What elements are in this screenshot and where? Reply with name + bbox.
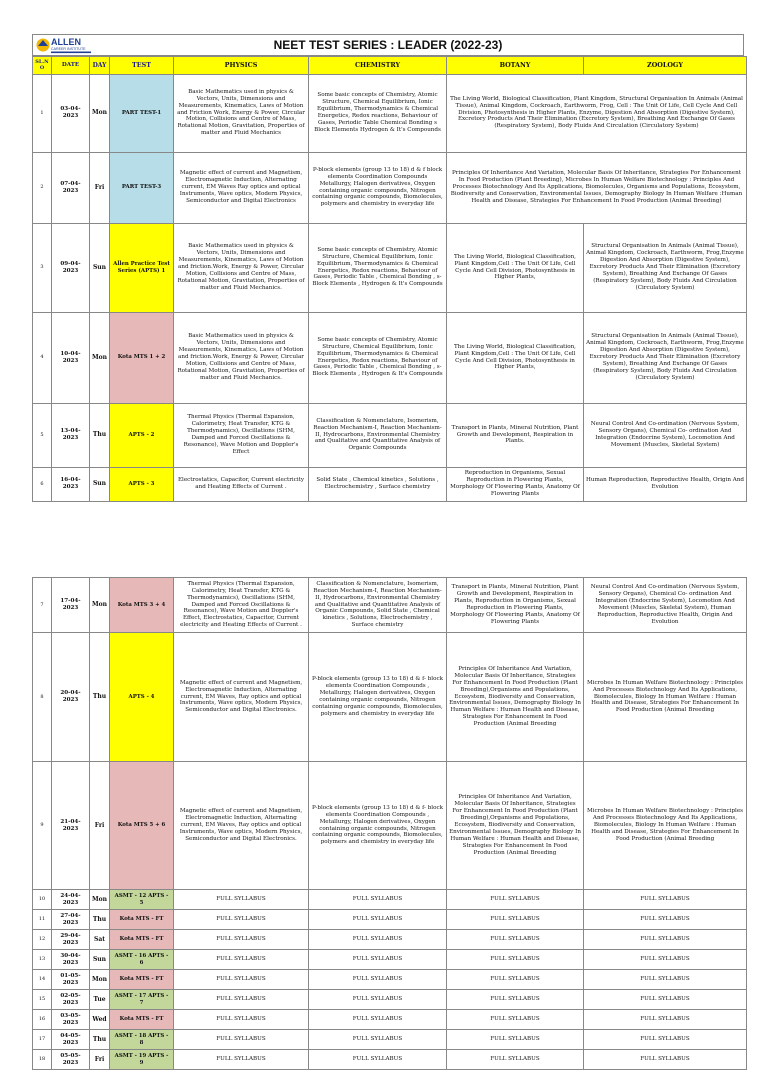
botany-syllabus: FULL SYLLABUS bbox=[447, 890, 584, 910]
serial-number: 13 bbox=[33, 950, 52, 970]
col-botany-header: BOTANY bbox=[447, 57, 584, 75]
test-day: Sun bbox=[90, 223, 110, 312]
test-day: Mon bbox=[90, 970, 110, 990]
table-row bbox=[33, 152, 747, 223]
physics-syllabus: Magnetic effect of current and Magnetism, Electromagnetic Induction, Alternating current, EM Waves, Ray optics and optical Instruments, Wave optics, Modern Physics, Semiconductor and Digital Electronics. bbox=[174, 762, 309, 890]
serial-number: 12 bbox=[33, 930, 52, 950]
test-name: Kota MTS 5 + 6 bbox=[110, 762, 174, 890]
zoology-syllabus: FULL SYLLABUS bbox=[584, 930, 747, 950]
test-date: 10-04-2023 bbox=[52, 312, 90, 403]
test-date: 20-04-2023 bbox=[52, 633, 90, 762]
zoology-syllabus: Neural Control And Co-ordination (Nervous System, Sensory Organs), Chemical Co- ordination And Integration (Endocrine System), Locomotion And Movement (Muscles, Skeletal System) bbox=[584, 403, 747, 467]
test-name: PART TEST-1 bbox=[110, 74, 174, 152]
table-row bbox=[33, 930, 747, 950]
table-row bbox=[33, 467, 747, 501]
test-date: 09-04-2023 bbox=[52, 223, 90, 312]
test-day: Thu bbox=[90, 633, 110, 762]
test-name: ASMT - 17 APTS - 7 bbox=[110, 990, 174, 1010]
test-day: Mon bbox=[90, 890, 110, 910]
physics-syllabus: Magnetic effect of current and Magnetism, Electromagnetic Induction, Alternating current, EM Waves Ray optics and optical Instruments, Wave optics, Modern Physics, Semiconductor and Digital Electronics bbox=[174, 152, 309, 223]
test-date: 02-05-2023 bbox=[52, 990, 90, 1010]
physics-syllabus: Magnetic effect of current and Magnetism, Electromagnetic Induction, Alternating current, EM Waves, Ray optics and optical Instruments, Wave optics, Modern Physics, Semiconductor and Digital Electronics. bbox=[174, 633, 309, 762]
table-row bbox=[33, 1050, 747, 1070]
zoology-syllabus: FULL SYLLABUS bbox=[584, 990, 747, 1010]
biology-syllabus: The Living World, Biological Classification, Plant Kingdom, Structural Organisation In Animals (Animal Tissue), Animal Kingdom, Cockroach, Earthworm, Frog, Cell : The Unit Of Life, Cell Cycle And Cell Division, Photosynthesis in Higher Plants, Enzyme, Digestion And Absorption (Digestive System), Excretory Products And Their Elimination (Excretory System), Breathing And Exchange Of Gases (Respiratory System), Body Fluids And Circulation (Circulatory System) bbox=[447, 74, 747, 152]
zoology-syllabus: FULL SYLLABUS bbox=[584, 970, 747, 990]
serial-number: 18 bbox=[33, 1050, 52, 1070]
table-row bbox=[33, 403, 747, 467]
test-day: Mon bbox=[90, 74, 110, 152]
col-test-header: TEST bbox=[110, 57, 174, 75]
table-row bbox=[33, 970, 747, 990]
zoology-syllabus: FULL SYLLABUS bbox=[584, 890, 747, 910]
physics-syllabus: FULL SYLLABUS bbox=[174, 890, 309, 910]
test-name: ASMT - 12 APTS - 5 bbox=[110, 890, 174, 910]
serial-number: 8 bbox=[33, 633, 52, 762]
test-date: 04-05-2023 bbox=[52, 1030, 90, 1050]
table-row bbox=[33, 1010, 747, 1030]
botany-syllabus: FULL SYLLABUS bbox=[447, 1030, 584, 1050]
zoology-syllabus: Human Reproduction, Reproductive Health, Origin And Evolution bbox=[584, 467, 747, 501]
col-sno-header: SL.N O bbox=[33, 57, 52, 75]
physics-syllabus: FULL SYLLABUS bbox=[174, 950, 309, 970]
test-name: Allen Practice Test Series (APTS) 1 bbox=[110, 223, 174, 312]
schedule-table-1 bbox=[32, 56, 747, 502]
chemistry-syllabus: Classification & Nomenclature, Isomerism, Reaction Mechanism-I, Reaction Mechanism-II, Hydrocarbons, Environmental Chemistry and Qualitative and Quantitative Analysis of Organic Compounds, Solid State , Chemical kinetics , Solutions, Electrochemistry , Surface chemistry bbox=[309, 578, 447, 633]
botany-syllabus: FULL SYLLABUS bbox=[447, 990, 584, 1010]
chemistry-syllabus: FULL SYLLABUS bbox=[309, 890, 447, 910]
botany-syllabus: FULL SYLLABUS bbox=[447, 970, 584, 990]
physics-syllabus: FULL SYLLABUS bbox=[174, 930, 309, 950]
test-day: Fri bbox=[90, 152, 110, 223]
chemistry-syllabus: P-block elements (group 13 to 18) d & f block elements Coordination Compounds Metallurgy, Halogen derivatives, Oxygen containing organic compounds, Nitrogen containing organic compounds, Biomolecules, polymers and chemistry in everyday life bbox=[309, 152, 447, 223]
botany-syllabus: FULL SYLLABUS bbox=[447, 950, 584, 970]
test-name: Kota MTS - FT bbox=[110, 1010, 174, 1030]
table-header-row bbox=[33, 57, 747, 75]
physics-syllabus: Basic Mathematics used in physics & Vectors, Units, Dimensions and Measurements, Kinematics, Laws of Motion and friction.Work, Energy & Power, Circular Motion, Collisions and Centre of Mass, Rotational Motion, Gravitation, Properties of matter and Fluid Mechanics. bbox=[174, 312, 309, 403]
table-row bbox=[33, 1030, 747, 1050]
chemistry-syllabus: FULL SYLLABUS bbox=[309, 1050, 447, 1070]
test-name: ASMT - 16 APTS - 6 bbox=[110, 950, 174, 970]
test-day: Thu bbox=[90, 1030, 110, 1050]
serial-number: 15 bbox=[33, 990, 52, 1010]
test-date: 01-05-2023 bbox=[52, 970, 90, 990]
col-chemistry-header: CHEMISTRY bbox=[309, 57, 447, 75]
logo-subtext: CAREER INSTITUTE bbox=[51, 47, 86, 51]
test-date: 07-04-2023 bbox=[52, 152, 90, 223]
chemistry-syllabus: Some basic concepts of Chemistry, Atomic Structure, Chemical Equilibrium, Ionic Equilibrium, Thermodynamics & Chemical Energetics, Redox reactions, Behaviour of Gases, Periodic Table , Chemical Bonding , s-Block Elements , Hydrogen & It's Compounds bbox=[309, 223, 447, 312]
test-day: Sun bbox=[90, 950, 110, 970]
test-day: Thu bbox=[90, 910, 110, 930]
test-day: Tue bbox=[90, 990, 110, 1010]
chemistry-syllabus: FULL SYLLABUS bbox=[309, 930, 447, 950]
title-bar bbox=[32, 34, 744, 56]
serial-number: 2 bbox=[33, 152, 52, 223]
col-physics-header: PHYSICS bbox=[174, 57, 309, 75]
table-row bbox=[33, 312, 747, 403]
table-row bbox=[33, 578, 747, 633]
logo-text: ALLEN bbox=[51, 37, 81, 47]
serial-number: 7 bbox=[33, 578, 52, 633]
serial-number: 9 bbox=[33, 762, 52, 890]
chemistry-syllabus: FULL SYLLABUS bbox=[309, 970, 447, 990]
serial-number: 1 bbox=[33, 74, 52, 152]
physics-syllabus: Thermal Physics (Thermal Expansion, Calorimetry, Heat Transfer, KTG & Thermodynamics), Oscillations (SHM, Damped and Forced Oscillations & Resonance), Wave Motion and Doppler's Effect bbox=[174, 403, 309, 467]
physics-syllabus: Thermal Physics (Thermal Expansion, Calorimetry, Heat Transfer, KTG & Thermodynamics), Oscillations (SHM, Damped and Forced Oscillations & Resonance), Wave Motion and Doppler's Effect, Electrostatics, Capacitor, Current electricity and Heating Effects of Current . bbox=[174, 578, 309, 633]
physics-syllabus: FULL SYLLABUS bbox=[174, 990, 309, 1010]
test-date: 03-05-2023 bbox=[52, 1010, 90, 1030]
botany-syllabus: FULL SYLLABUS bbox=[447, 1010, 584, 1030]
test-name: ASMT - 19 APTS - 9 bbox=[110, 1050, 174, 1070]
zoology-syllabus: Microbes In Human Welfare Biotechnology : Principles And Processes Biotechnology And Its Applications, Biomolecules, Biology In Human Welfare : Human Health and Disease, Strategies For Enhancement In Food Production (Animal Breeding bbox=[584, 762, 747, 890]
botany-syllabus: FULL SYLLABUS bbox=[447, 930, 584, 950]
botany-syllabus: Reproduction in Organisms, Sexual Reproduction in Flowering Plants, Morphology Of Flowering Plants, Anatomy Of Flowering Plants bbox=[447, 467, 584, 501]
table-row bbox=[33, 910, 747, 930]
physics-syllabus: FULL SYLLABUS bbox=[174, 970, 309, 990]
test-name: Kota MTS 1 + 2 bbox=[110, 312, 174, 403]
test-day: Fri bbox=[90, 762, 110, 890]
table-row bbox=[33, 950, 747, 970]
botany-syllabus: FULL SYLLABUS bbox=[447, 1050, 584, 1070]
botany-syllabus: Principles Of Inheritance And Variation, Molecular Basis Of Inheritance, Strategies For Enhancement In Food Production (Plant Breeding),Organisms and Populations, Ecosystem, Biodiversity and Conservation, Environmental Issues, Demography Biology In Human Welfare : Human Health and Disease, Strategies For Enhancement In Food Production (Animal Breeding bbox=[447, 762, 584, 890]
test-name: Kota MTS - FT bbox=[110, 970, 174, 990]
test-date: 16-04-2023 bbox=[52, 467, 90, 501]
zoology-syllabus: Microbes In Human Welfare Biotechnology : Principles And Processes Biotechnology And Its Applications, Biomolecules, Biology In Human Welfare : Human Health and Disease, Strategies For Enhancement In Food Production (Animal Breeding bbox=[584, 633, 747, 762]
physics-syllabus: Basic Mathematics used in physics & Vectors, Units, Dimensions and Measurements, Kinematics, Laws of Motion and Friction Work, Energy & Power, Circular Motion, Collisions and Centre of Mass, Rotational Motion, Gravitation, Properties of matter and Fluid Mechanics bbox=[174, 74, 309, 152]
zoology-syllabus: FULL SYLLABUS bbox=[584, 1050, 747, 1070]
serial-number: 4 bbox=[33, 312, 52, 403]
serial-number: 11 bbox=[33, 910, 52, 930]
biology-syllabus: Principles Of Inheritance And Variation, Molecular Basis Of Inheritance, Strategies For Enhancement In Food Production (Plant Breeding), Microbes In Human Welfare Biotechnology : Principles And Processes Biotechnology And Its Applications, Biomolecules, Organisms and Populations, Ecosystem, Biodiversity and Conservation, Environmental Issues, Demography Biology In Human Welfare :Human Health and Disease, Strategies For Enhancement In Food Production (Animal Breeding) bbox=[447, 152, 747, 223]
botany-syllabus: FULL SYLLABUS bbox=[447, 910, 584, 930]
serial-number: 3 bbox=[33, 223, 52, 312]
chemistry-syllabus: Solid State , Chemical kinetics , Solutions , Electrochemistry , Surface chemistry bbox=[309, 467, 447, 501]
chemistry-syllabus: FULL SYLLABUS bbox=[309, 950, 447, 970]
chemistry-syllabus: Some basic concepts of Chemistry, Atomic Structure, Chemical Equilibrium, Ionic Equilibrium, Thermodynamics & Chemical Energetics, Redox reactions, Behaviour of Gases, Periodic Table Chemical Bonding s Block Elements Hydrogen & It's Compounds bbox=[309, 74, 447, 152]
col-day-header: DAY bbox=[90, 57, 110, 75]
botany-syllabus: Transport in Plants, Mineral Nutrition, Plant Growth and Development, Respiration in Plants, Reproduction in Organisms, Sexual Reproduction in Flowering Plants, Morphology Of Flowering Plants, Anatomy Of Flowering Plants bbox=[447, 578, 584, 633]
test-date: 24-04-2023 bbox=[52, 890, 90, 910]
test-name: APTS - 2 bbox=[110, 403, 174, 467]
test-date: 13-04-2023 bbox=[52, 403, 90, 467]
test-name: Kota MTS - FT bbox=[110, 910, 174, 930]
col-zoology-header: ZOOLOGY bbox=[584, 57, 747, 75]
physics-syllabus: FULL SYLLABUS bbox=[174, 1050, 309, 1070]
schedule-table-2 bbox=[32, 577, 747, 1070]
table-row bbox=[33, 223, 747, 312]
serial-number: 14 bbox=[33, 970, 52, 990]
test-date: 27-04-2023 bbox=[52, 910, 90, 930]
test-date: 30-04-2023 bbox=[52, 950, 90, 970]
zoology-syllabus: Neural Control And Co-ordination (Nervous System, Sensory Organs), Chemical Co- ordination And Integration (Endocrine System), Locomotion And Movement (Muscles, Skeletal System), Human Reproduction, Reproductive Health, Origin And Evolution bbox=[584, 578, 747, 633]
zoology-syllabus: FULL SYLLABUS bbox=[584, 910, 747, 930]
test-day: Mon bbox=[90, 578, 110, 633]
page-title: NEET TEST SERIES : LEADER (2022-23) bbox=[273, 38, 503, 52]
chemistry-syllabus: Classification & Nomenclature, Isomerism, Reaction Mechanism-I, Reaction Mechanism-II, Hydrocarbons, Environmental Chemistry and Qualitative and Quantitative Analysis of Organic Compounds bbox=[309, 403, 447, 467]
test-name: Kota MTS - FT bbox=[110, 930, 174, 950]
test-name: ASMT - 18 APTS - 8 bbox=[110, 1030, 174, 1050]
test-name: APTS - 3 bbox=[110, 467, 174, 501]
botany-syllabus: Principles Of Inheritance And Variation, Molecular Basis Of Inheritance, Strategies For Enhancement In Food Production (Plant Breeding),Organisms and Populations, Ecosystem, Biodiversity and Conservation, Environmental Issues, Demography Biology In Human Welfare : Human Health and Disease, Strategies For Enhancement In Food Production (Animal Breeding bbox=[447, 633, 584, 762]
physics-syllabus: FULL SYLLABUS bbox=[174, 910, 309, 930]
zoology-syllabus: Structural Organisation In Animals (Animal Tissue), Animal Kingdom, Cockroach, Earthworm, Frog,Enzyme Digestion And Absorption (Digestive System), Excretory Products And Their Elimination (Excretory System), Breathing And Exchange Of Gases (Respiratory System), Body Fluids And Circulation (Circulatory System) bbox=[584, 312, 747, 403]
serial-number: 16 bbox=[33, 1010, 52, 1030]
chemistry-syllabus: Some basic concepts of Chemistry, Atomic Structure, Chemical Equilibrium, Ionic Equilibrium, Thermodynamics & Chemical Energetics, Redox reactions, Behaviour of Gases, Periodic Table , Chemical Bonding , s-Block Elements , Hydrogen & It's Compounds bbox=[309, 312, 447, 403]
zoology-syllabus: FULL SYLLABUS bbox=[584, 1010, 747, 1030]
test-date: 21-04-2023 bbox=[52, 762, 90, 890]
col-date-header: DATE bbox=[52, 57, 90, 75]
test-day: Fri bbox=[90, 1050, 110, 1070]
physics-syllabus: FULL SYLLABUS bbox=[174, 1010, 309, 1030]
test-day: Wed bbox=[90, 1010, 110, 1030]
physics-syllabus: Basic Mathematics used in physics & Vectors, Units, Dimensions and Measurements, Kinematics, Laws of Motion and friction.Work, Energy & Power, Circular Motion, Collisions and Centre of Mass, Rotational Motion, Gravitation, Properties of matter and Fluid Mechanics. bbox=[174, 223, 309, 312]
serial-number: 6 bbox=[33, 467, 52, 501]
chemistry-syllabus: FULL SYLLABUS bbox=[309, 910, 447, 930]
chemistry-syllabus: FULL SYLLABUS bbox=[309, 1010, 447, 1030]
botany-syllabus: The Living World, Biological Classification, Plant Kingdom,Cell : The Unit Of Life, Cell Cycle And Cell Division, Photosynthesis in Higher Plants, bbox=[447, 312, 584, 403]
botany-syllabus: The Living World, Biological Classification, Plant Kingdom,Cell : The Unit Of Life, Cell Cycle And Cell Division, Photosynthesis in Higher Plants, bbox=[447, 223, 584, 312]
test-date: 17-04-2023 bbox=[52, 578, 90, 633]
chemistry-syllabus: P-block elements (group 13 to 18) d & f- block elements Coordination Compounds , Metallurgy, Halogen derivatives, Oxygen containing organic compounds, Nitrogen containing organic compounds, Biomolecules, polymers and chemistry in everyday life bbox=[309, 762, 447, 890]
serial-number: 10 bbox=[33, 890, 52, 910]
botany-syllabus: Transport in Plants, Mineral Nutrition, Plant Growth and Development, Respiration in Plants. bbox=[447, 403, 584, 467]
test-date: 03-04-2023 bbox=[52, 74, 90, 152]
chemistry-syllabus: FULL SYLLABUS bbox=[309, 1030, 447, 1050]
test-name: Kota MTS 3 + 4 bbox=[110, 578, 174, 633]
physics-syllabus: FULL SYLLABUS bbox=[174, 1030, 309, 1050]
test-day: Sat bbox=[90, 930, 110, 950]
test-name: PART TEST-3 bbox=[110, 152, 174, 223]
physics-syllabus: Electrostatics, Capacitor, Current electricity and Heating Effects of Current . bbox=[174, 467, 309, 501]
zoology-syllabus: FULL SYLLABUS bbox=[584, 1030, 747, 1050]
serial-number: 17 bbox=[33, 1030, 52, 1050]
table-row bbox=[33, 762, 747, 890]
table-row bbox=[33, 990, 747, 1010]
zoology-syllabus: FULL SYLLABUS bbox=[584, 950, 747, 970]
test-date: 29-04-2023 bbox=[52, 930, 90, 950]
test-day: Thu bbox=[90, 403, 110, 467]
table-row bbox=[33, 74, 747, 152]
chemistry-syllabus: P-block elements (group 13 to 18) d & f- block elements Coordination Compounds , Metallurgy, Halogen derivatives, Oxygen containing organic compounds, Nitrogen containing organic compounds, Biomolecules, polymers and chemistry in everyday life bbox=[309, 633, 447, 762]
zoology-syllabus: Structural Organisation In Animals (Animal Tissue), Animal Kingdom, Cockroach, Earthworm, Frog,Enzyme Digestion And Absorption (Digestive System), Excretory Products And Their Elimination (Excretory System), Breathing And Exchange Of Gases (Respiratory System), Body Fluids And Circulation (Circulatory System) bbox=[584, 223, 747, 312]
test-day: Sun bbox=[90, 467, 110, 501]
table-row bbox=[33, 633, 747, 762]
serial-number: 5 bbox=[33, 403, 52, 467]
test-day: Mon bbox=[90, 312, 110, 403]
test-name: APTS - 4 bbox=[110, 633, 174, 762]
table-row bbox=[33, 890, 747, 910]
test-date: 05-05-2023 bbox=[52, 1050, 90, 1070]
chemistry-syllabus: FULL SYLLABUS bbox=[309, 990, 447, 1010]
